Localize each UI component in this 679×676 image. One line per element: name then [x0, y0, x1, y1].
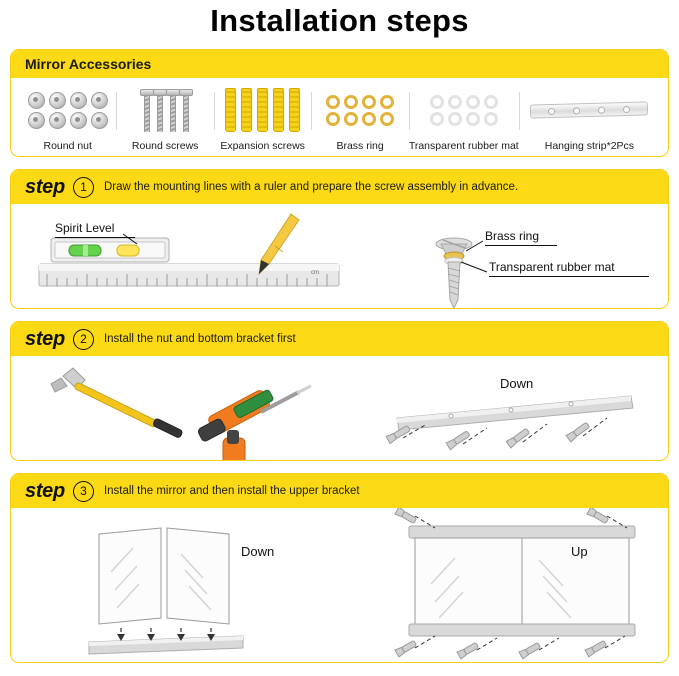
ruler-illustration [39, 264, 339, 286]
step-3-illustration [11, 508, 668, 662]
step-description: Install the nut and bottom bracket first [103, 333, 296, 345]
accessory-label: Expansion screws [220, 140, 305, 152]
accessory-item [19, 86, 116, 152]
callout-underline [489, 276, 649, 277]
accessory-label: Round screws [131, 140, 199, 152]
step-1-illustration [11, 204, 668, 308]
step-1-panel [10, 169, 669, 309]
step-2-header [11, 322, 668, 356]
step-number: 2 [73, 329, 94, 350]
callout-spirit-level: Spirit Level [55, 221, 115, 235]
power-tool-illustration [197, 386, 311, 460]
accessory-label: Round nut [43, 140, 92, 152]
callout-up-right: Up [571, 544, 588, 559]
accessory-label: Hanging strip*2Pcs [544, 140, 635, 152]
step-2-panel [10, 321, 669, 461]
step-1-drawing [11, 204, 668, 308]
step-3-header [11, 474, 668, 508]
step-word: step [25, 327, 65, 350]
step-number: 3 [73, 481, 94, 502]
callout-rubber-mat: Transparent rubber mat [489, 260, 615, 274]
bottom-strip-left [89, 636, 243, 654]
svg-text:cm: cm [311, 270, 319, 276]
step-3-panel [10, 473, 669, 663]
brass-ring-icon [311, 86, 408, 134]
accessories-panel [10, 49, 669, 157]
accessories-row [11, 78, 668, 157]
mirror-assembly-right [409, 526, 635, 636]
accessories-header [11, 50, 668, 78]
hanging-strip-icon [519, 86, 660, 134]
accessory-item [311, 86, 408, 152]
rubber-mat-icon [409, 86, 519, 134]
round-screw-icon [116, 86, 213, 134]
callout-brass-ring: Brass ring [485, 229, 540, 243]
step-number: 1 [73, 177, 94, 198]
installation-steps-page [0, 3, 679, 676]
round-nut-icon [19, 86, 116, 134]
step-3-drawing [11, 508, 668, 662]
accessory-item [519, 86, 660, 152]
step-word: step [25, 175, 65, 198]
accessories-title: Mirror Accessories [25, 56, 152, 72]
spirit-level-illustration [51, 238, 169, 262]
step-description: Draw the mounting lines with a ruler and prepare the screw assembly in advance. [103, 181, 519, 193]
accessory-item [214, 86, 311, 152]
step-1-header [11, 170, 668, 204]
callout-underline [55, 237, 135, 238]
step-2-drawing [11, 356, 668, 460]
callout-down-left: Down [241, 544, 275, 559]
bottom-bracket-illustration [397, 396, 633, 430]
step-word: step [25, 479, 65, 502]
mirror-panels-left [99, 528, 229, 624]
accessory-label: Brass ring [336, 140, 384, 152]
step-description: Install the mirror and then install the upper bracket [103, 485, 360, 497]
accessory-label: Transparent rubber mat [408, 140, 519, 152]
accessory-item [116, 86, 213, 152]
expansion-screw-icon [214, 86, 311, 134]
callout-underline [485, 245, 557, 246]
step-2-illustration [11, 356, 668, 460]
accessory-item [409, 86, 519, 152]
screw-assembly-illustration [436, 238, 472, 308]
hammer-illustration [51, 368, 183, 438]
page-title: Installation steps [210, 3, 469, 38]
callout-down: Down [500, 376, 534, 391]
down-arrows-left [121, 628, 211, 638]
